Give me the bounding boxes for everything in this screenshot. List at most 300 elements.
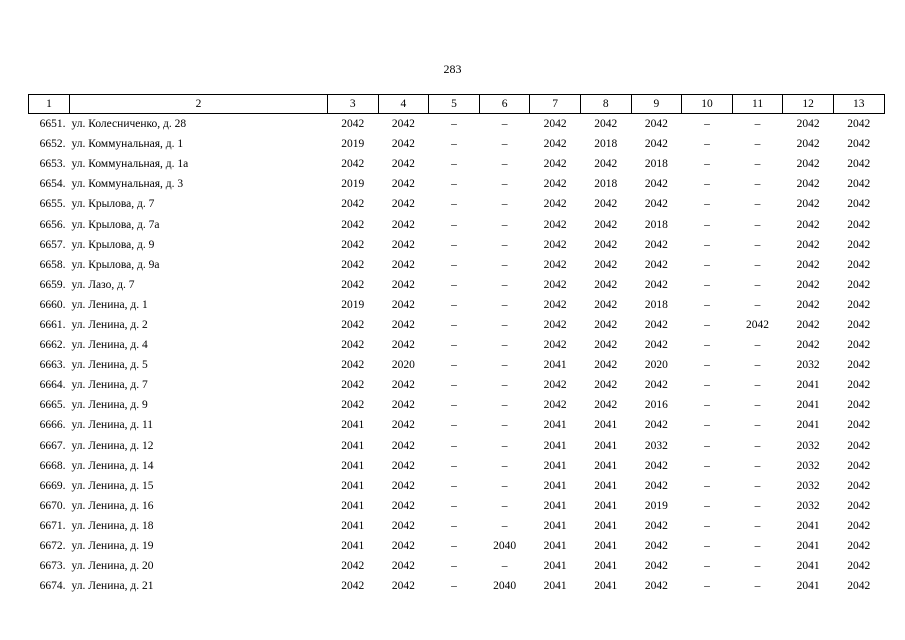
row-number: 6652.: [39, 138, 66, 151]
cell-col-10: –: [704, 499, 710, 512]
cell-col-12: 2041: [796, 419, 820, 432]
cell-col-7: 2041: [543, 479, 567, 492]
cell-col-3: 2042: [341, 218, 365, 231]
cell-col-3: 2019: [341, 178, 365, 191]
cell-col-6: –: [501, 479, 508, 492]
cell-col-13: 2042: [847, 580, 871, 593]
cell-col-10: –: [704, 439, 710, 452]
cell-col-8: 2042: [594, 339, 618, 352]
cell-col-13: 2042: [847, 218, 871, 231]
cell-col-8: 2042: [594, 218, 618, 231]
cell-col-7: 2042: [543, 118, 567, 131]
row-address: ул. Крылова, д. 9: [71, 238, 155, 251]
cell-col-13: 2042: [847, 298, 871, 311]
table-row: [29, 496, 885, 516]
cell-col-5: –: [451, 499, 457, 512]
cell-col-12: 2042: [796, 238, 820, 251]
cell-col-9: 2042: [644, 519, 668, 532]
cell-col-5: –: [451, 298, 457, 311]
cell-col-8: 2041: [594, 560, 618, 573]
cell-col-7: 2041: [543, 359, 567, 372]
table-row: [29, 214, 885, 234]
table-row: [29, 395, 885, 415]
column-header-7: 7: [530, 95, 581, 114]
cell-col-4: 2042: [391, 118, 415, 131]
cell-col-11: –: [754, 419, 761, 432]
cell-col-5: –: [451, 138, 457, 151]
schedule-table: [28, 94, 885, 596]
cell-col-9: 2042: [644, 258, 668, 271]
cell-col-10: –: [704, 218, 710, 231]
cell-col-3: 2042: [341, 580, 365, 593]
cell-col-7: 2042: [543, 318, 567, 331]
row-address: ул. Коммунальная, д. 1: [71, 138, 184, 151]
row-address: ул. Коммунальная, д. 1а: [71, 158, 189, 171]
cell-col-11: –: [754, 479, 761, 492]
cell-col-10: –: [704, 258, 710, 271]
cell-col-7: 2041: [543, 560, 567, 573]
cell-col-8: 2041: [594, 439, 618, 452]
cell-col-10: –: [704, 399, 710, 412]
row-number: 6670.: [39, 499, 66, 512]
cell-col-13: 2042: [847, 439, 871, 452]
cell-col-4: 2042: [391, 560, 415, 573]
table-row: [29, 275, 885, 295]
cell-col-6: –: [501, 339, 508, 352]
cell-col-10: –: [704, 198, 710, 211]
cell-col-5: –: [451, 439, 457, 452]
cell-col-13: 2042: [847, 238, 871, 251]
cell-col-4: 2042: [391, 339, 415, 352]
cell-col-4: 2042: [391, 580, 415, 593]
cell-col-12: 2042: [796, 138, 820, 151]
cell-col-11: –: [754, 118, 761, 131]
table-row: [29, 355, 885, 375]
cell-col-3: 2042: [341, 359, 365, 372]
cell-col-4: 2042: [391, 278, 415, 291]
row-number: 6665.: [39, 399, 66, 412]
cell-col-8: 2041: [594, 540, 618, 553]
cell-col-11: –: [754, 540, 761, 553]
table-row: [29, 556, 885, 576]
cell-col-7: 2042: [543, 178, 567, 191]
cell-col-3: 2042: [341, 158, 365, 171]
row-address: ул. Коммунальная, д. 3: [71, 178, 184, 191]
cell-col-4: 2042: [391, 499, 415, 512]
cell-col-3: 2042: [341, 399, 365, 412]
column-header-2: 2: [70, 95, 328, 114]
cell-col-11: –: [754, 138, 761, 151]
cell-col-11: –: [754, 459, 761, 472]
cell-col-7: 2042: [543, 399, 567, 412]
cell-col-6: –: [501, 298, 508, 311]
row-number: 6651.: [39, 118, 66, 131]
cell-col-11: –: [754, 278, 761, 291]
row-number: 6660.: [39, 298, 66, 311]
cell-col-13: 2042: [847, 178, 871, 191]
row-address: ул. Крылова, д. 7а: [71, 218, 160, 231]
cell-col-6: –: [501, 419, 508, 432]
cell-col-11: –: [754, 158, 761, 171]
row-address: ул. Ленина, д. 7: [71, 379, 148, 392]
cell-col-10: –: [704, 560, 710, 573]
cell-col-7: 2042: [543, 339, 567, 352]
cell-col-8: 2018: [594, 178, 618, 191]
cell-col-11: –: [754, 258, 761, 271]
cell-col-5: –: [451, 519, 457, 532]
cell-col-12: 2032: [796, 459, 820, 472]
table-row: [29, 235, 885, 255]
row-number: 6653.: [39, 158, 66, 171]
cell-col-13: 2042: [847, 419, 871, 432]
cell-col-7: 2041: [543, 499, 567, 512]
row-address: ул. Колесниченко, д. 28: [71, 118, 187, 131]
cell-col-11: –: [754, 218, 761, 231]
cell-col-4: 2042: [391, 138, 415, 151]
cell-col-12: 2042: [796, 339, 820, 352]
cell-col-6: –: [501, 218, 508, 231]
cell-col-3: 2041: [341, 419, 365, 432]
table-row: [29, 194, 885, 214]
cell-col-10: –: [704, 238, 710, 251]
row-number: 6654.: [39, 178, 66, 191]
cell-col-10: –: [704, 519, 710, 532]
cell-col-9: 2042: [644, 138, 668, 151]
row-address: ул. Ленина, д. 21: [71, 580, 154, 593]
cell-col-11: –: [754, 580, 761, 593]
cell-col-7: 2041: [543, 419, 567, 432]
cell-col-11: –: [754, 499, 761, 512]
cell-col-7: 2041: [543, 439, 567, 452]
row-number: 6668.: [39, 459, 66, 472]
cell-col-6: –: [501, 359, 508, 372]
column-header-4: 4: [378, 95, 429, 114]
cell-col-4: 2042: [391, 158, 415, 171]
row-address: ул. Ленина, д. 14: [71, 459, 154, 472]
cell-col-9: 2016: [644, 399, 668, 412]
cell-col-13: 2042: [847, 339, 871, 352]
cell-col-10: –: [704, 359, 710, 372]
cell-col-12: 2041: [796, 519, 820, 532]
cell-col-3: 2041: [341, 540, 365, 553]
cell-col-6: –: [501, 560, 508, 573]
row-address: ул. Ленина, д. 19: [71, 540, 154, 553]
table-row: [29, 536, 885, 556]
cell-col-9: 2042: [644, 198, 668, 211]
cell-col-9: 2020: [644, 359, 668, 372]
cell-col-8: 2042: [594, 238, 618, 251]
row-address: ул. Ленина, д. 11: [71, 419, 154, 432]
cell-col-11: 2042: [746, 318, 770, 331]
table-row: [29, 174, 885, 194]
cell-col-9: 2042: [644, 339, 668, 352]
cell-col-13: 2042: [847, 198, 871, 211]
cell-col-11: –: [754, 359, 761, 372]
cell-col-5: –: [451, 118, 457, 131]
row-address: ул. Ленина, д. 5: [71, 359, 148, 372]
cell-col-9: 2018: [644, 158, 668, 171]
row-number: 6655.: [39, 198, 66, 211]
cell-col-13: 2042: [847, 138, 871, 151]
cell-col-3: 2041: [341, 479, 365, 492]
cell-col-5: –: [451, 178, 457, 191]
cell-col-6: –: [501, 238, 508, 251]
cell-col-10: –: [704, 278, 710, 291]
cell-col-13: 2042: [847, 379, 871, 392]
cell-col-5: –: [451, 359, 457, 372]
row-address: ул. Ленина, д. 12: [71, 439, 154, 452]
cell-col-8: 2042: [594, 278, 618, 291]
cell-col-11: –: [754, 560, 761, 573]
cell-col-12: 2042: [796, 118, 820, 131]
cell-col-10: –: [704, 339, 710, 352]
cell-col-5: –: [451, 218, 457, 231]
cell-col-12: 2042: [796, 278, 820, 291]
table-row: [29, 154, 885, 174]
cell-col-5: –: [451, 318, 457, 331]
cell-col-7: 2041: [543, 580, 567, 593]
cell-col-6: –: [501, 258, 508, 271]
cell-col-4: 2020: [391, 359, 415, 372]
cell-col-5: –: [451, 419, 457, 432]
cell-col-3: 2042: [341, 560, 365, 573]
cell-col-6: –: [501, 278, 508, 291]
cell-col-8: 2042: [594, 158, 618, 171]
cell-col-6: –: [501, 459, 508, 472]
cell-col-5: –: [451, 560, 457, 573]
cell-col-3: 2042: [341, 258, 365, 271]
cell-col-11: –: [754, 439, 761, 452]
cell-col-3: 2042: [341, 198, 365, 211]
cell-col-7: 2042: [543, 298, 567, 311]
cell-col-12: 2041: [796, 560, 820, 573]
table-row: [29, 295, 885, 315]
cell-col-4: 2042: [391, 238, 415, 251]
cell-col-12: 2042: [796, 178, 820, 191]
table-row: [29, 456, 885, 476]
cell-col-9: 2042: [644, 560, 668, 573]
column-header-10: 10: [682, 95, 733, 114]
cell-col-6: –: [501, 318, 508, 331]
cell-col-12: 2042: [796, 158, 820, 171]
cell-col-3: 2019: [341, 138, 365, 151]
cell-col-3: 2042: [341, 118, 365, 131]
cell-col-8: 2042: [594, 198, 618, 211]
cell-col-13: 2042: [847, 399, 871, 412]
cell-col-9: 2042: [644, 419, 668, 432]
cell-col-10: –: [704, 379, 710, 392]
row-address: ул. Ленина, д. 4: [71, 339, 148, 352]
cell-col-3: 2041: [341, 459, 365, 472]
table-body: [29, 114, 885, 597]
cell-col-3: 2041: [341, 519, 365, 532]
column-header-12: 12: [783, 95, 834, 114]
cell-col-4: 2042: [391, 298, 415, 311]
cell-col-13: 2042: [847, 318, 871, 331]
cell-col-13: 2042: [847, 118, 871, 131]
cell-col-7: 2042: [543, 158, 567, 171]
cell-col-13: 2042: [847, 278, 871, 291]
cell-col-12: 2041: [796, 379, 820, 392]
row-number: 6672.: [39, 540, 66, 553]
cell-col-8: 2041: [594, 519, 618, 532]
cell-col-3: 2042: [341, 318, 365, 331]
cell-col-4: 2042: [391, 479, 415, 492]
cell-col-5: –: [451, 158, 457, 171]
cell-col-5: –: [451, 339, 457, 352]
cell-col-12: 2042: [796, 258, 820, 271]
cell-col-8: 2042: [594, 258, 618, 271]
cell-col-8: 2041: [594, 479, 618, 492]
cell-col-11: –: [754, 379, 761, 392]
cell-col-4: 2042: [391, 439, 415, 452]
cell-col-13: 2042: [847, 560, 871, 573]
row-address: ул. Ленина, д. 9: [71, 399, 148, 412]
cell-col-6: –: [501, 439, 508, 452]
cell-col-4: 2042: [391, 519, 415, 532]
cell-col-10: –: [704, 298, 710, 311]
column-header-1: 1: [29, 95, 70, 114]
cell-col-13: 2042: [847, 499, 871, 512]
cell-col-4: 2042: [391, 178, 415, 191]
cell-col-13: 2042: [847, 519, 871, 532]
column-header-5: 5: [429, 95, 480, 114]
cell-col-7: 2042: [543, 138, 567, 151]
cell-col-12: 2042: [796, 218, 820, 231]
cell-col-8: 2042: [594, 359, 618, 372]
cell-col-12: 2042: [796, 318, 820, 331]
cell-col-10: –: [704, 118, 710, 131]
cell-col-9: 2042: [644, 540, 668, 553]
cell-col-5: –: [451, 198, 457, 211]
cell-col-10: –: [704, 580, 710, 593]
cell-col-13: 2042: [847, 158, 871, 171]
column-header-8: 8: [580, 95, 631, 114]
column-header-11: 11: [732, 95, 783, 114]
cell-col-7: 2042: [543, 238, 567, 251]
row-address: ул. Ленина, д. 20: [71, 560, 154, 573]
cell-col-4: 2042: [391, 379, 415, 392]
cell-col-8: 2042: [594, 379, 618, 392]
cell-col-7: 2041: [543, 540, 567, 553]
column-header-13: 13: [833, 95, 884, 114]
cell-col-5: –: [451, 278, 457, 291]
cell-col-7: 2042: [543, 379, 567, 392]
header-row: [29, 95, 885, 114]
column-header-3: 3: [328, 95, 379, 114]
row-number: 6656.: [39, 218, 66, 231]
row-number: 6661.: [39, 318, 66, 331]
cell-col-5: –: [451, 580, 457, 593]
cell-col-12: 2032: [796, 499, 820, 512]
cell-col-3: 2041: [341, 499, 365, 512]
cell-col-8: 2042: [594, 298, 618, 311]
cell-col-10: –: [704, 459, 710, 472]
cell-col-9: 2042: [644, 580, 668, 593]
row-address: ул. Крылова, д. 7: [71, 198, 155, 211]
cell-col-3: 2042: [341, 238, 365, 251]
cell-col-10: –: [704, 138, 710, 151]
cell-col-9: 2018: [644, 218, 668, 231]
row-number: 6669.: [39, 479, 66, 492]
cell-col-9: 2019: [644, 499, 668, 512]
table-row: [29, 255, 885, 275]
cell-col-4: 2042: [391, 399, 415, 412]
cell-col-6: 2040: [493, 540, 517, 553]
cell-col-8: 2042: [594, 399, 618, 412]
cell-col-10: –: [704, 158, 710, 171]
table-row: [29, 516, 885, 536]
cell-col-3: 2042: [341, 339, 365, 352]
cell-col-6: –: [501, 519, 508, 532]
cell-col-12: 2032: [796, 479, 820, 492]
table-header: [29, 95, 885, 114]
cell-col-12: 2041: [796, 399, 820, 412]
cell-col-12: 2032: [796, 439, 820, 452]
cell-col-8: 2041: [594, 459, 618, 472]
row-address: ул. Ленина, д. 15: [71, 479, 154, 492]
cell-col-5: –: [451, 540, 457, 553]
cell-col-3: 2042: [341, 278, 365, 291]
cell-col-13: 2042: [847, 479, 871, 492]
cell-col-5: –: [451, 258, 457, 271]
table-row: [29, 436, 885, 456]
row-number: 6666.: [39, 419, 66, 432]
cell-col-12: 2041: [796, 540, 820, 553]
table-row: [29, 476, 885, 496]
cell-col-4: 2042: [391, 540, 415, 553]
cell-col-5: –: [451, 399, 457, 412]
cell-col-13: 2042: [847, 359, 871, 372]
cell-col-6: –: [501, 379, 508, 392]
cell-col-7: 2041: [543, 519, 567, 532]
cell-col-11: –: [754, 519, 761, 532]
cell-col-11: –: [754, 178, 761, 191]
cell-col-7: 2041: [543, 459, 567, 472]
column-header-6: 6: [479, 95, 530, 114]
cell-col-11: –: [754, 238, 761, 251]
row-number: 6674.: [39, 580, 66, 593]
cell-col-4: 2042: [391, 459, 415, 472]
row-address: ул. Ленина, д. 2: [71, 318, 148, 331]
row-address: ул. Ленина, д. 16: [71, 499, 154, 512]
cell-col-7: 2042: [543, 258, 567, 271]
row-number: 6659.: [39, 278, 66, 291]
cell-col-7: 2042: [543, 278, 567, 291]
cell-col-8: 2041: [594, 499, 618, 512]
cell-col-9: 2042: [644, 479, 668, 492]
cell-col-9: 2042: [644, 118, 668, 131]
row-address: ул. Ленина, д. 18: [71, 519, 154, 532]
cell-col-8: 2042: [594, 118, 618, 131]
cell-col-10: –: [704, 479, 710, 492]
table-row: [29, 375, 885, 395]
row-number: 6664.: [39, 379, 66, 392]
cell-col-12: 2032: [796, 359, 820, 372]
row-number: 6671.: [39, 519, 66, 532]
cell-col-9: 2042: [644, 278, 668, 291]
cell-col-5: –: [451, 459, 457, 472]
table-row: [29, 315, 885, 335]
cell-col-9: 2042: [644, 379, 668, 392]
cell-col-6: –: [501, 138, 508, 151]
cell-col-11: –: [754, 298, 761, 311]
table-row: [29, 335, 885, 355]
cell-col-8: 2041: [594, 580, 618, 593]
table-row: [29, 415, 885, 435]
cell-col-8: 2041: [594, 419, 618, 432]
cell-col-9: 2042: [644, 459, 668, 472]
